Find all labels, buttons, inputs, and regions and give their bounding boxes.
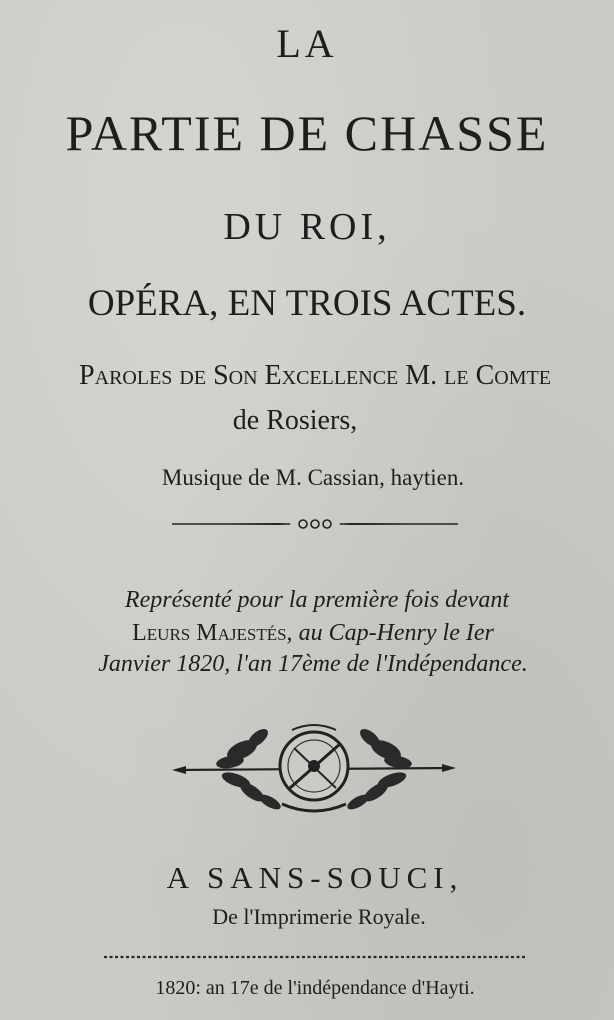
performance-place: au Cap-Henry le Ier: [292, 620, 494, 646]
author-line-2: de Rosiers,: [232, 405, 358, 436]
vignette-ornament-icon: [172, 718, 456, 818]
performance-line-1: Représenté pour la première fois devant: [124, 587, 510, 613]
ornamental-rule-icon: [170, 514, 460, 534]
performance-line-3: Janvier 1820, l'an 17ème de l'Indépendance.: [98, 651, 528, 677]
imprint-printer: De l'Imprimerie Royale.: [212, 904, 426, 929]
subtitle-opera: OPÉRA, EN TROIS ACTES.: [87, 283, 527, 324]
title-du-roi: DU ROI,: [223, 206, 391, 248]
performance-majesties: Leurs Majestés,: [132, 620, 293, 646]
performance-line-2: [6, 621, 614, 645]
composer-line: Musique de M. Cassian, haytien.: [161, 465, 465, 490]
dotted-rule-icon: [102, 952, 528, 962]
title-la: LA: [276, 21, 338, 66]
title-partie-de-chasse: PARTIE DE CHASSE: [65, 105, 549, 161]
author-line-1: Paroles de Son Excellence M. le Comte: [79, 360, 551, 391]
imprint-date: 1820: an 17e de l'indépendance d'Hayti.: [155, 977, 475, 999]
imprint-place: A SANS-SOUCI,: [166, 860, 464, 895]
